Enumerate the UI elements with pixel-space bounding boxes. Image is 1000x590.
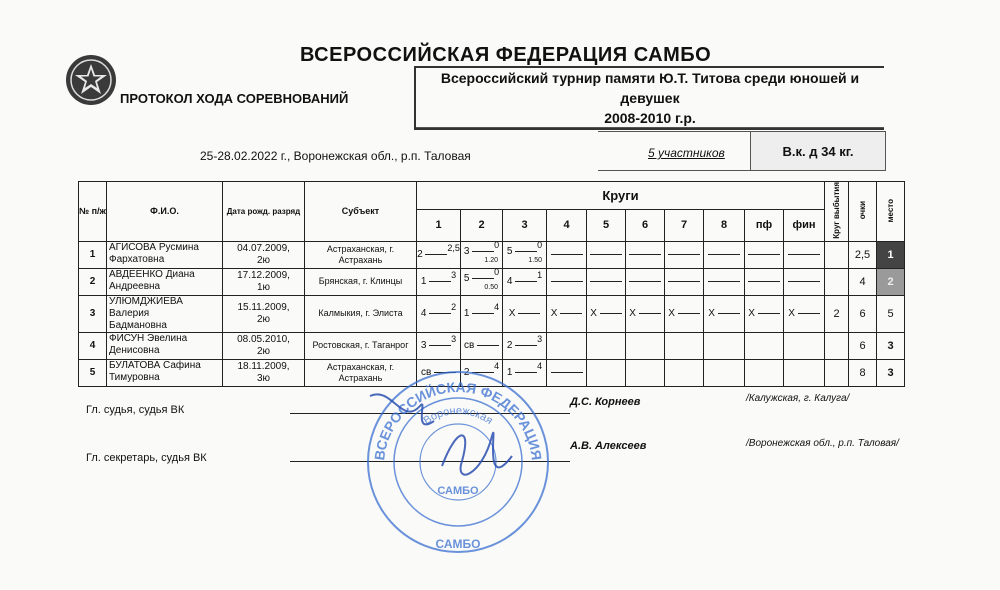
bout-cell	[587, 332, 626, 359]
athlete-name: БУЛАТОВА Сафина Тимуровна	[107, 359, 223, 386]
bout-cell: 2 4	[461, 359, 503, 386]
secretary-name: А.В. Алексеев	[570, 440, 647, 452]
bout-cell	[547, 241, 587, 268]
out-round	[825, 332, 849, 359]
bout-cell	[784, 241, 825, 268]
bout-cell	[665, 359, 704, 386]
athlete-dob: 18.11.2009, 3ю	[223, 359, 305, 386]
header-points: очки	[849, 182, 877, 242]
weight-category: В.к. д 34 кг.	[750, 131, 886, 171]
table-row	[79, 332, 905, 359]
athlete-subject: Астраханская, г. Астрахань	[305, 359, 417, 386]
table-row	[79, 295, 905, 332]
judge-role: Гл. судья, судья ВК	[86, 404, 185, 416]
bout-cell: 3 3	[417, 332, 461, 359]
bout-cell	[784, 359, 825, 386]
bout-cell: 4 1	[503, 268, 547, 295]
bout-cell	[587, 241, 626, 268]
bout-cell	[587, 359, 626, 386]
bout-cell	[745, 268, 784, 295]
protocol-title: ПРОТОКОЛ ХОДА СОРЕВНОВАНИЙ	[120, 91, 349, 106]
place: 3	[877, 359, 905, 386]
athlete-subject: Брянская, г. Клинцы	[305, 268, 417, 295]
athlete-subject: Астраханская, г. Астрахань	[305, 241, 417, 268]
round-header: 1	[417, 209, 461, 241]
official-stamp-icon	[362, 366, 554, 558]
federation-title: ВСЕРОССИЙСКАЯ ФЕДЕРАЦИЯ САМБО	[300, 44, 712, 66]
athlete-name: ФИСУН Эвелина Денисовна	[107, 332, 223, 359]
bout-cell: 5 0 1.50	[503, 241, 547, 268]
bout-cell	[745, 332, 784, 359]
row-number: 5	[79, 359, 107, 386]
tournament-title-line1: Всероссийский турнир памяти Ю.Т. Титова среди юношей и девушек	[440, 70, 860, 106]
athlete-dob: 15.11.2009, 2ю	[223, 295, 305, 332]
bout-cell: Х	[587, 295, 626, 332]
bout-cell: Х	[665, 295, 704, 332]
place: 5	[877, 295, 905, 332]
bout-cell: 1 4	[503, 359, 547, 386]
round-header: 6	[626, 209, 665, 241]
bout-cell: Х	[503, 295, 547, 332]
athlete-name: УЛЮМДЖИЕВА Валерия Бадмановна	[107, 295, 223, 332]
points: 6	[849, 295, 877, 332]
place: 2	[877, 268, 905, 295]
round-header: 8	[704, 209, 745, 241]
tournament-box	[414, 66, 884, 130]
out-round	[825, 359, 849, 386]
bout-cell: Х	[784, 295, 825, 332]
svg-text:ВСЕРОССИЙСКАЯ ФЕДЕРАЦИЯ: ВСЕРОССИЙСКАЯ ФЕДЕРАЦИЯ	[371, 378, 545, 462]
svg-text:САМБО: САМБО	[435, 537, 481, 551]
row-number: 4	[79, 332, 107, 359]
bout-cell: Х	[547, 295, 587, 332]
bout-cell	[547, 332, 587, 359]
bout-cell	[626, 359, 665, 386]
bout-cell: 1 3	[417, 268, 461, 295]
place: 1	[877, 241, 905, 268]
date-place: 25-28.02.2022 г., Воронежская обл., р.п. Таловая	[200, 149, 471, 163]
place: 3	[877, 332, 905, 359]
points: 8	[849, 359, 877, 386]
out-round	[825, 268, 849, 295]
points: 4	[849, 268, 877, 295]
bout-cell: св	[417, 359, 461, 386]
judge-region: /Калужская, г. Калуга/	[746, 393, 850, 404]
bout-cell	[704, 359, 745, 386]
bout-cell: Х	[626, 295, 665, 332]
header-subject: Субъект	[305, 182, 417, 242]
table-row	[79, 241, 905, 268]
header-name: Ф.И.О.	[107, 182, 223, 242]
round-header: 4	[547, 209, 587, 241]
judge-name: Д.С. Корнеев	[570, 396, 641, 408]
bout-cell	[665, 268, 704, 295]
bout-cell	[704, 332, 745, 359]
results-table	[78, 181, 905, 387]
athlete-name: АГИСОВА Русмина Фархатовна	[107, 241, 223, 268]
athlete-subject: Калмыкия, г. Элиста	[305, 295, 417, 332]
points: 2,5	[849, 241, 877, 268]
bout-cell	[745, 359, 784, 386]
round-header: 7	[665, 209, 704, 241]
participants-count: 5 участников	[648, 146, 725, 160]
athlete-dob: 04.07.2009, 2ю	[223, 241, 305, 268]
round-header: фин	[784, 209, 825, 241]
bout-cell	[626, 332, 665, 359]
bout-cell	[626, 268, 665, 295]
table-row	[79, 268, 905, 295]
bout-cell: 3 0 1.20	[461, 241, 503, 268]
bout-cell	[704, 241, 745, 268]
round-header: 3	[503, 209, 547, 241]
bout-cell	[626, 241, 665, 268]
secretary-role: Гл. секретарь, судья ВК	[86, 452, 207, 464]
bout-cell	[784, 332, 825, 359]
bout-cell: 2 2,5	[417, 241, 461, 268]
points: 6	[849, 332, 877, 359]
row-number: 2	[79, 268, 107, 295]
round-header: пф	[745, 209, 784, 241]
bout-cell	[665, 241, 704, 268]
athlete-name: АВДЕЕНКО Диана Андреевна	[107, 268, 223, 295]
header-out-round: Круг выбытия	[825, 182, 849, 242]
athlete-dob: 17.12.2009, 1ю	[223, 268, 305, 295]
header-dob: Дата рожд. разряд	[223, 182, 305, 242]
header-num: № п/ж	[79, 182, 107, 242]
bout-cell: 1 4	[461, 295, 503, 332]
bout-cell	[784, 268, 825, 295]
bout-cell	[704, 268, 745, 295]
round-header: 5	[587, 209, 626, 241]
bout-cell: 5 0 0.50	[461, 268, 503, 295]
out-round	[825, 241, 849, 268]
bout-cell	[587, 268, 626, 295]
header-place: место	[877, 182, 905, 242]
athlete-subject: Ростовская, г. Таганрог	[305, 332, 417, 359]
bout-cell: св	[461, 332, 503, 359]
bout-cell: 2 3	[503, 332, 547, 359]
sambo-logo-icon	[66, 55, 116, 105]
bout-cell: 4 2	[417, 295, 461, 332]
athlete-dob: 08.05.2010, 2ю	[223, 332, 305, 359]
bout-cell: Х	[704, 295, 745, 332]
row-number: 1	[79, 241, 107, 268]
svg-text:САМБО: САМБО	[437, 485, 479, 497]
row-number: 3	[79, 295, 107, 332]
bout-cell: Х	[745, 295, 784, 332]
secretary-region: /Воронежская обл., р.п. Таловая/	[746, 438, 899, 449]
header-rounds: Круги	[417, 182, 825, 210]
round-header: 2	[461, 209, 503, 241]
bout-cell	[665, 332, 704, 359]
svg-text:Воронежская: Воронежская	[421, 404, 495, 428]
tournament-title-line2: 2008-2010 г.р.	[604, 110, 696, 126]
out-round: 2	[825, 295, 849, 332]
bout-cell	[547, 268, 587, 295]
bout-cell	[745, 241, 784, 268]
